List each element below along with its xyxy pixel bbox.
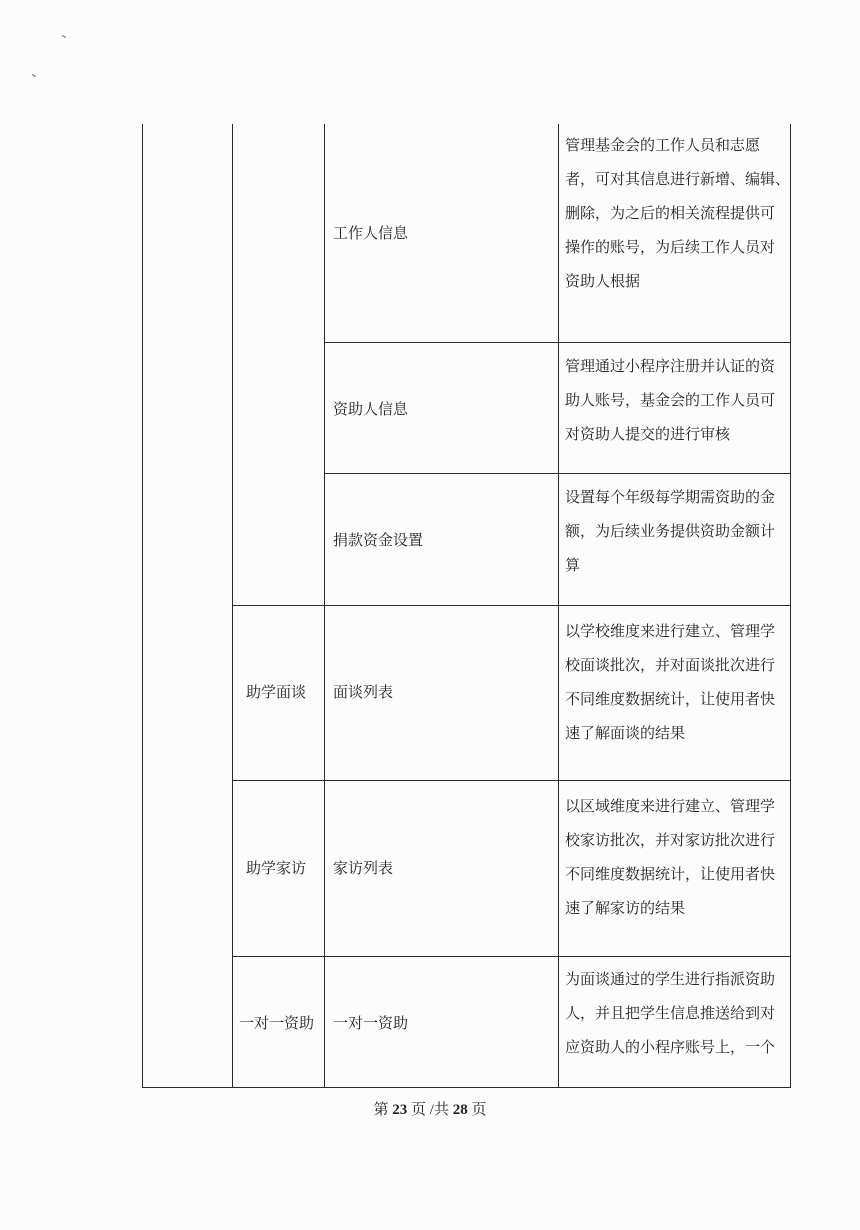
description-line: 速了解面谈的结果 <box>565 724 686 742</box>
function-name: 一对一资助 <box>333 1014 409 1032</box>
table-border-col3 <box>558 124 559 1088</box>
function-name: 家访列表 <box>333 859 394 877</box>
description-line: 额，为后续业务提供资助金额计 <box>565 522 776 540</box>
page-separator: /共 <box>429 1102 449 1118</box>
table-border-right <box>790 124 791 1088</box>
description-line: 资助人根据 <box>565 272 641 290</box>
current-page-number: 23 <box>392 1102 408 1118</box>
function-description <box>565 789 787 925</box>
module-name: 一对一资助 <box>239 1014 315 1032</box>
row-divider <box>232 956 791 957</box>
function-name: 工作人信息 <box>333 224 409 242</box>
row-divider <box>324 342 791 343</box>
description-line: 校面谈批次，并对面谈批次进行 <box>565 656 776 674</box>
function-description <box>565 128 791 298</box>
row-divider <box>324 473 791 474</box>
description-line: 不同维度数据统计，让使用者快 <box>565 690 776 708</box>
description-line: 应资助人的小程序账号上，一个 <box>565 1038 776 1056</box>
scan-mark <box>32 74 36 77</box>
description-line: 为面谈通过的学生进行指派资助 <box>565 970 776 988</box>
description-line: 助人账号，基金会的工作人员可 <box>565 391 776 409</box>
function-description <box>565 480 787 582</box>
description-line: 删除，为之后的相关流程提供可 <box>565 204 776 222</box>
description-line: 者，可对其信息进行新增、编辑、 <box>565 170 791 188</box>
description-line: 人，并且把学生信息推送给到对 <box>565 1004 776 1022</box>
table-border-bottom <box>142 1087 791 1088</box>
description-line: 设置每个年级每学期需资助的金 <box>565 488 776 506</box>
description-line: 管理通过小程序注册并认证的资 <box>565 357 776 375</box>
scan-mark <box>62 35 66 38</box>
function-name: 捐款资金设置 <box>333 531 424 549</box>
description-line: 操作的账号，为后续工作人员对 <box>565 238 776 256</box>
page-word: 页 <box>411 1102 427 1118</box>
function-description <box>565 614 787 750</box>
table-border-left <box>142 124 143 1088</box>
function-description <box>565 962 787 1064</box>
page-prefix: 第 <box>373 1102 389 1118</box>
description-line: 以学校维度来进行建立、管理学 <box>565 622 776 640</box>
description-line: 校家访批次，并对家访批次进行 <box>565 831 776 849</box>
description-line: 不同维度数据统计，让使用者快 <box>565 865 776 883</box>
page-suffix: 页 <box>471 1102 487 1118</box>
module-name: 助学面谈 <box>246 683 307 701</box>
description-line: 管理基金会的工作人员和志愿 <box>565 136 761 154</box>
function-name: 面谈列表 <box>333 683 394 701</box>
page-number <box>0 1098 860 1119</box>
module-name: 助学家访 <box>246 859 307 877</box>
table-border-col2 <box>324 124 325 1088</box>
function-name: 资助人信息 <box>333 400 409 418</box>
description-line: 速了解家访的结果 <box>565 899 686 917</box>
row-divider <box>232 605 791 606</box>
row-divider <box>232 780 791 781</box>
description-line: 算 <box>565 556 581 574</box>
table-border-col1 <box>232 124 233 1088</box>
total-pages-number: 28 <box>452 1102 468 1118</box>
description-line: 以区域维度来进行建立、管理学 <box>565 797 776 815</box>
description-line: 对资助人提交的进行审核 <box>565 425 731 443</box>
function-description <box>565 349 787 451</box>
